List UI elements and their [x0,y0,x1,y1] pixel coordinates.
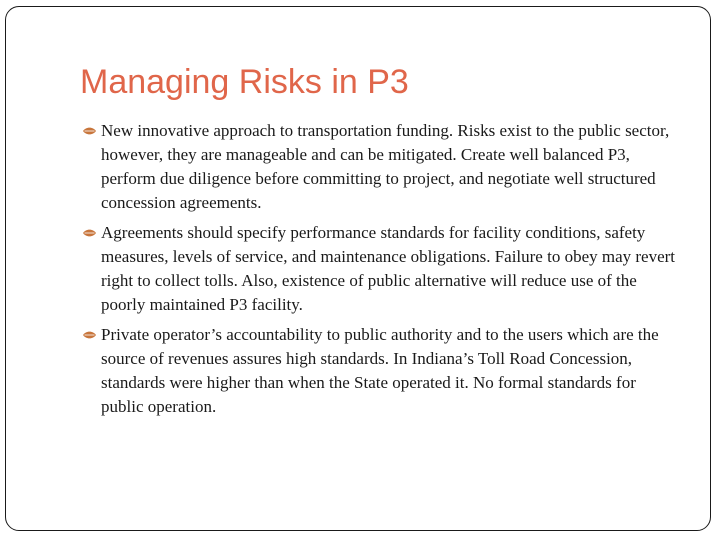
leaf-bullet-icon [82,228,97,238]
slide-title: Managing Risks in P3 [80,63,409,101]
bullet-item [80,119,680,215]
bullet-text: Private operator’s accountability to public authority and to the users which are the source of revenues assures high standards. In Indiana’s Toll Road Concession, standards were higher than when the State operated it. No formal standards for public operation. [101,325,659,416]
bullet-text: New innovative approach to transportation funding. Risks exist to the public sector, however, they are manageable and can be mitigated. Create well balanced P3, perform due diligence before committing to project, and negotiate well structured concession agreements. [101,121,670,212]
leaf-bullet-icon [82,126,97,136]
bullet-item [80,221,680,317]
bullet-item [80,323,680,419]
bullet-list [80,119,680,425]
leaf-bullet-icon [82,330,97,340]
bullet-text: Agreements should specify performance standards for facility conditions, safety measures, levels of service, and maintenance obligations. Failure to obey may revert right to collect tolls. Also, existence of public alternative will reduce use of the poorly maintained P3 facility. [101,223,676,314]
